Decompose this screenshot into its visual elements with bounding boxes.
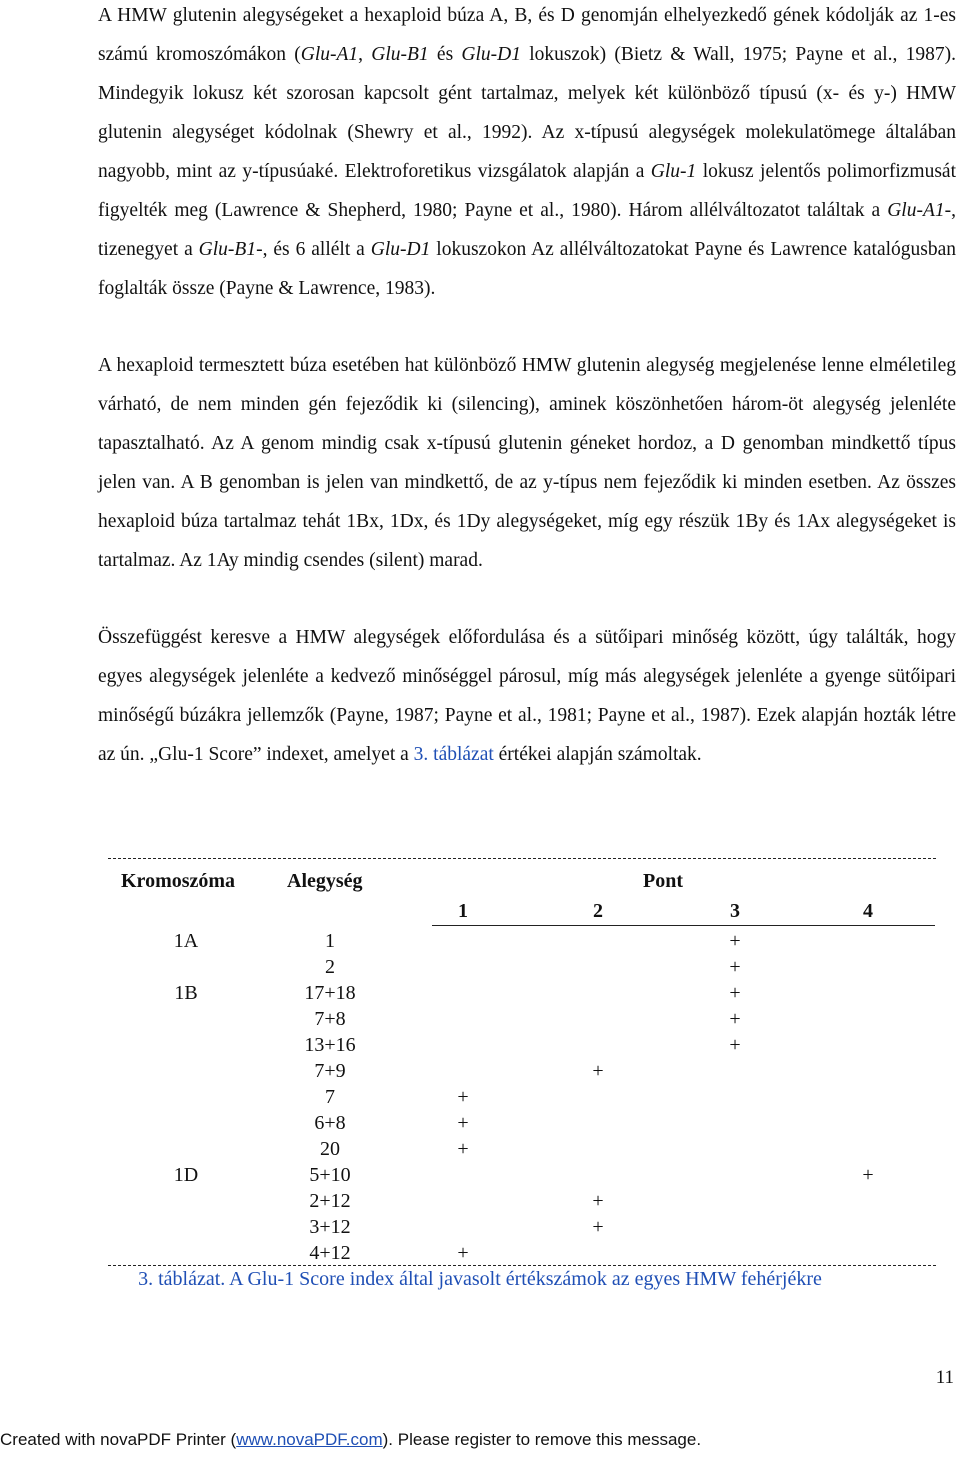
row-subunit: 5+10: [309, 1164, 351, 1186]
header-subunit: Alegység: [287, 870, 363, 892]
row-subunit: 7+9: [314, 1060, 346, 1082]
footer-link[interactable]: www.novaPDF.com: [236, 1430, 383, 1449]
row-score-mark: +: [457, 1112, 469, 1134]
row-subunit: 2+12: [309, 1190, 351, 1212]
score-column-3: 3: [730, 900, 740, 922]
score-column-1: 1: [458, 900, 468, 922]
row-score-mark: +: [729, 930, 741, 952]
row-score-mark: +: [729, 1008, 741, 1030]
page-number: 11: [935, 1367, 954, 1388]
paragraph-1: A HMW glutenin alegységeket a hexaploid búza A, B, és D genomján elhelyezkedő gének kódolják az 1-es számú kromoszómákon (Glu-A1, Glu-B1 és Glu-D1 lokuszok) (Bietz & Wall, 1975; Payne et al., 1987). Mindegyik lokusz két szorosan kapcsolt gént tartalmaz, melyek két különböző típusú (x- és y-) HMW glutenin alegységet kódolnak (Shewry et al., 1992). Az x-típusú alegységek molekulatömege általában nagyobb, mint az y-típusúaké. Elektroforetikus vizsgálatok alapján a Glu-1 lokusz jelentős polimorfizmusát figyelték meg (Lawrence & Shepherd, 1980; Payne et al., 1980). Három allélváltozatot találtak a Glu-A1-, tizenegyet a Glu-B1-, és 6 allélt a Glu-D1 lokuszokon Az allélváltozatokat Payne és Lawrence katalógusban foglalták össze (Payne & Lawrence, 1983).: [98, 5, 957, 299]
score-column-4: 4: [863, 900, 873, 922]
row-score-mark: +: [729, 1034, 741, 1056]
row-chromosome: 1D: [173, 1164, 199, 1186]
row-subunit: 1: [325, 930, 335, 952]
row-subunit: 20: [320, 1138, 340, 1160]
row-subunit: 17+18: [304, 982, 356, 1004]
row-score-mark: +: [457, 1242, 469, 1264]
row-subunit: 7: [325, 1086, 335, 1108]
row-subunit: 3+12: [309, 1216, 351, 1238]
paragraph-3: Összefüggést keresve a HMW alegységek előfordulása és a sütőipari minőség között, úgy találták, hogy egyes alegységek jelenléte a kedvező minőséggel párosul, míg más alegységek jelenléte a gyenge sütőipari minőségű búzákra jellemzők (Payne, 1987; Payne et al., 1981; Payne et al., 1987). Ezek alapján hozták létre az ún. „Glu-1 Score” indexet, amelyet a 3. táblázat értékei alapján számoltak.: [98, 627, 956, 765]
row-subunit: 6+8: [314, 1112, 346, 1134]
row-subunit: 4+12: [309, 1242, 351, 1264]
row-subunit: 2: [325, 956, 335, 978]
table-top-border: [108, 858, 936, 859]
header-score: Pont: [643, 870, 683, 892]
table-caption: 3. táblázat. A Glu-1 Score index által javasolt értékszámok az egyes HMW fehérjékre: [138, 1268, 822, 1290]
row-score-mark: +: [729, 982, 741, 1004]
row-score-mark: +: [592, 1190, 604, 1212]
row-score-mark: +: [592, 1216, 604, 1238]
row-score-mark: +: [729, 956, 741, 978]
row-chromosome: 1A: [173, 930, 199, 952]
row-subunit: 7+8: [314, 1008, 346, 1030]
row-score-mark: +: [862, 1164, 874, 1186]
score-column-2: 2: [593, 900, 603, 922]
row-chromosome: 1B: [174, 982, 198, 1004]
row-score-mark: +: [457, 1086, 469, 1108]
paragraph-2: A hexaploid termesztett búza esetében hat különböző HMW glutenin alegység megjelenése lenne elméletileg várható, de nem minden gén fejeződik ki (silencing), aminek köszönhetően három-öt alegység jelenléte tapasztalható. Az A genom mindig csak x-típusú glutenin géneket hordoz, a D genomban mindkettő típus jelen van. A B genomban is jelen van mindkettő, de az y-típus nem fejeződik ki minden esetben. Az összes hexaploid búza tartalmaz tehát 1Bx, 1Dx, és 1Dy alegységeket, míg egy részük 1By és 1Ax alegységeket is tartalmaz. Az 1Ay mindig csendes (silent) marad.: [98, 355, 956, 571]
table-reference-link[interactable]: 3. táblázat: [413, 744, 494, 765]
row-score-mark: +: [457, 1138, 469, 1160]
footer-notice: Created with novaPDF Printer (www.novaPDF.com). Please register to remove this message.: [0, 1430, 702, 1449]
score-header-rule: [432, 925, 935, 926]
header-chromosome: Kromoszóma: [121, 870, 236, 892]
row-score-mark: +: [592, 1060, 604, 1082]
row-subunit: 13+16: [304, 1034, 356, 1056]
